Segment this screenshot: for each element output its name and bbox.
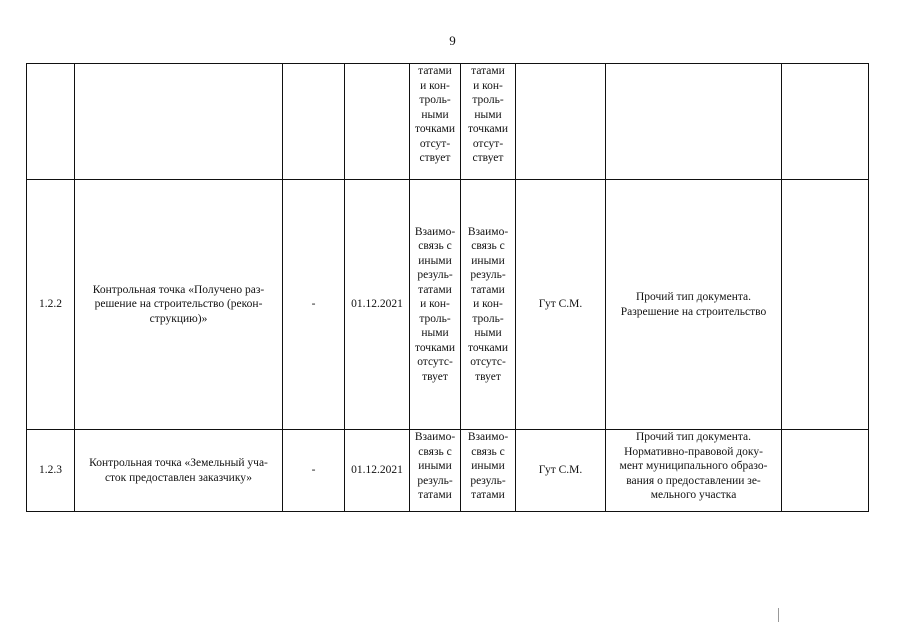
text-line: троль- bbox=[419, 312, 451, 325]
text-line: резуль- bbox=[470, 269, 506, 282]
scan-mark bbox=[778, 608, 779, 622]
text-line: иными bbox=[471, 460, 505, 472]
cell-dash: - bbox=[283, 180, 345, 430]
cell-document bbox=[606, 180, 782, 430]
text-line: Разрешение на строительство bbox=[620, 305, 767, 318]
text-line: и кон- bbox=[473, 298, 503, 311]
cell-date: 01.12.2021 bbox=[345, 180, 410, 430]
text-line: и кон- bbox=[473, 79, 503, 92]
cell-responsible: Гут С.М. bbox=[516, 430, 606, 512]
text-line: резуль- bbox=[470, 474, 506, 487]
cell-number: 1.2.3 bbox=[27, 430, 75, 512]
cell-responsible bbox=[516, 64, 606, 180]
page-number: 9 bbox=[449, 33, 456, 48]
text-line: Прочий тип документа. bbox=[636, 431, 751, 443]
text-line: Взаимо- bbox=[414, 431, 456, 443]
text-line: ными bbox=[421, 108, 449, 121]
cell-responsible: Гут С.М. bbox=[516, 180, 606, 430]
cell-document bbox=[606, 430, 782, 512]
cell-name bbox=[75, 430, 283, 512]
text-line: Взаимо- bbox=[467, 225, 509, 238]
text-line: твует bbox=[475, 370, 501, 383]
text-line: и кон- bbox=[420, 298, 450, 311]
text-line: Взаимо- bbox=[414, 225, 456, 238]
text-line: точками bbox=[467, 123, 509, 135]
text-line: твует bbox=[422, 370, 448, 383]
table-row bbox=[27, 430, 869, 512]
cell-extra bbox=[782, 180, 869, 430]
cell-relation-1 bbox=[410, 180, 461, 430]
cell-relation-2 bbox=[461, 430, 516, 512]
text-line: татами bbox=[471, 489, 505, 501]
cell-relation-2 bbox=[461, 180, 516, 430]
cell-dash bbox=[283, 64, 345, 180]
text-line: связь с bbox=[471, 240, 505, 253]
text-line: струкцию)» bbox=[149, 312, 208, 325]
text-line: иными bbox=[418, 460, 452, 472]
text-line: отсутс- bbox=[470, 356, 506, 369]
text-line: Контрольная точка «Земельный уча- bbox=[89, 457, 268, 469]
text-line: вания о предоставлении зе- bbox=[626, 474, 761, 487]
text-line: сток предоставлен заказчику» bbox=[104, 471, 253, 484]
text-line: троль- bbox=[419, 94, 451, 106]
cell-number: 1.2.2 bbox=[27, 180, 75, 430]
text-line: связь с bbox=[471, 445, 505, 458]
text-line: татами bbox=[418, 489, 452, 501]
text-line: решение на строительство (рекон- bbox=[94, 298, 263, 311]
text-line: мельного участка bbox=[650, 489, 737, 501]
cell-dash: - bbox=[283, 430, 345, 512]
text-line: связь с bbox=[418, 445, 452, 458]
control-points-table bbox=[26, 63, 869, 512]
text-line: связь с bbox=[418, 240, 452, 253]
text-line: мент муниципального образо- bbox=[619, 460, 768, 472]
text-line: ными bbox=[421, 327, 449, 340]
text-line: точками bbox=[467, 341, 509, 354]
text-line: точками bbox=[414, 123, 456, 135]
text-line: резуль- bbox=[417, 269, 453, 282]
table-row bbox=[27, 64, 869, 180]
text-line: ными bbox=[474, 108, 502, 121]
text-line: отсут- bbox=[419, 137, 451, 150]
cell-date: 01.12.2021 bbox=[345, 430, 410, 512]
text-line: троль- bbox=[472, 312, 504, 325]
text-line: точками bbox=[414, 341, 456, 354]
cell-date bbox=[345, 64, 410, 180]
text-line: Нормативно-правовой доку- bbox=[624, 445, 763, 458]
text-line: татами bbox=[418, 65, 452, 77]
text-line: троль- bbox=[472, 94, 504, 106]
cell-name bbox=[75, 64, 283, 180]
text-line: резуль- bbox=[417, 474, 453, 487]
text-line: татами bbox=[418, 283, 452, 296]
text-line: татами bbox=[471, 283, 505, 296]
cell-document bbox=[606, 64, 782, 180]
text-line: отсут- bbox=[472, 137, 504, 150]
text-line: и кон- bbox=[420, 79, 450, 92]
text-line: ствует bbox=[472, 152, 504, 164]
text-line: татами bbox=[471, 65, 505, 77]
text-line: Взаимо- bbox=[467, 431, 509, 443]
text-line: Контрольная точка «Получено раз- bbox=[92, 283, 265, 296]
table-row bbox=[27, 180, 869, 430]
text-line: Прочий тип документа. bbox=[636, 291, 751, 303]
text-line: ными bbox=[474, 327, 502, 340]
cell-relation-2 bbox=[461, 64, 516, 180]
text-line: ствует bbox=[419, 152, 451, 164]
text-line: отсутс- bbox=[417, 356, 453, 369]
cell-relation-1 bbox=[410, 64, 461, 180]
cell-extra bbox=[782, 430, 869, 512]
cell-name bbox=[75, 180, 283, 430]
text-line: иными bbox=[471, 254, 505, 267]
cell-relation-1 bbox=[410, 430, 461, 512]
text-line: иными bbox=[418, 254, 452, 267]
cell-extra bbox=[782, 64, 869, 180]
cell-number bbox=[27, 64, 75, 180]
